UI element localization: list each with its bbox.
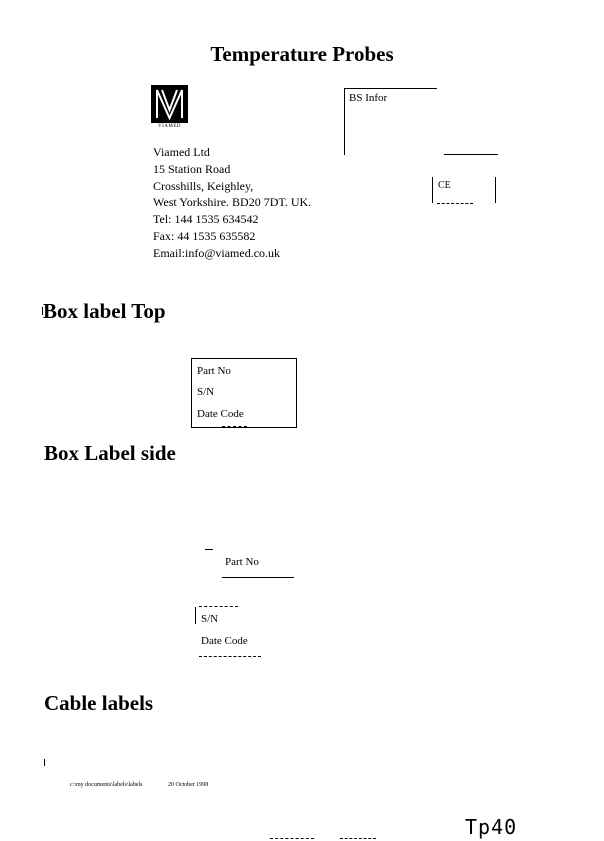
divider	[340, 838, 376, 839]
address-line: Email:info@viamed.co.uk	[153, 245, 281, 260]
address-line: Fax: 44 1535 635582	[153, 228, 256, 243]
address-line: Crosshills, Keighley,	[153, 178, 254, 193]
address-line: West Yorkshire. BD20 7DT. UK.	[153, 195, 312, 210]
side-label-sn: S/N	[201, 613, 219, 625]
company-address	[153, 144, 311, 262]
footer-file-path: c:\my documents\labels\labels	[70, 782, 143, 788]
side-label-date-code: Date Code	[201, 635, 248, 647]
divider	[222, 577, 294, 578]
address-line: 15 Station Road	[153, 161, 231, 176]
margin-mark	[195, 607, 196, 624]
footer	[70, 782, 232, 788]
address-line: Tel: 144 1535 634542	[153, 212, 259, 227]
margin-mark	[44, 759, 45, 766]
bs-info-label: BS Infor	[349, 92, 388, 104]
logo-caption: VIAMED	[158, 124, 181, 129]
handwritten-code: Tp40	[465, 815, 518, 839]
section-heading-box-label-side: Box Label side	[44, 441, 176, 465]
divider	[199, 606, 238, 607]
divider	[444, 154, 498, 155]
section-heading-box-label-top: Box label Top	[43, 299, 166, 323]
divider	[270, 838, 314, 839]
divider	[199, 656, 261, 657]
top-label-part-no: Part No	[197, 365, 231, 377]
footer-date: 20 October 1998	[167, 782, 209, 788]
divider	[205, 549, 213, 550]
divider	[437, 203, 473, 204]
viamed-logo-icon	[151, 85, 188, 123]
top-label-sn: S/N	[197, 386, 215, 398]
side-label-part-no: Part No	[225, 556, 259, 568]
divider	[222, 426, 247, 427]
top-label-date-code: Date Code	[197, 408, 244, 420]
address-line: Viamed Ltd	[153, 145, 210, 159]
ce-mark: CE	[438, 180, 451, 191]
section-heading-cable-labels: Cable labels	[44, 691, 154, 715]
page-title: Temperature Probes	[210, 42, 394, 66]
